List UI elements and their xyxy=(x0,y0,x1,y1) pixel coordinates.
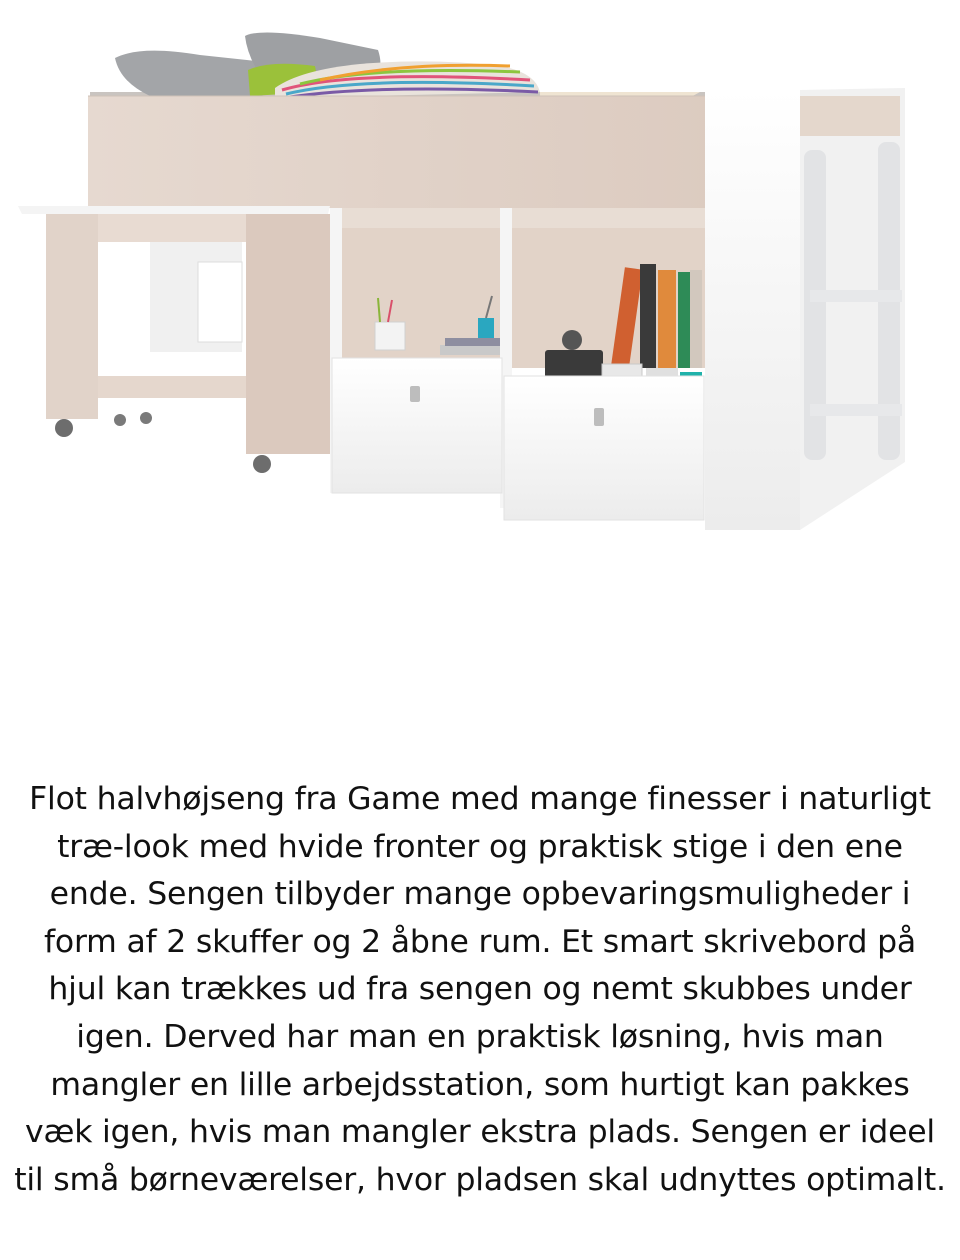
product-description: Flot halvhøjseng fra Game med mange finesser i naturligt træ-look med hvide fronter og praktisk stige i den ene ende. Sengen tilbyder mange opbevaringsmuligheder i form af 2 skuffer og 2 åbne rum. Et smart skrivebord på hjul kan trækkes ud fra sengen og nemt skubbes under igen. Derved har man en praktisk løsning, hvis man mangler en lille arbejdsstation, som hurtigt kan pakkes væk igen, hvis man mangler ekstra plads. Sengen er ideel til små børneværelser, hvor pladsen skal udnyttes optimalt. xyxy=(14,781,946,1198)
bed-illustration-icon xyxy=(0,0,960,560)
product-image xyxy=(0,0,960,560)
